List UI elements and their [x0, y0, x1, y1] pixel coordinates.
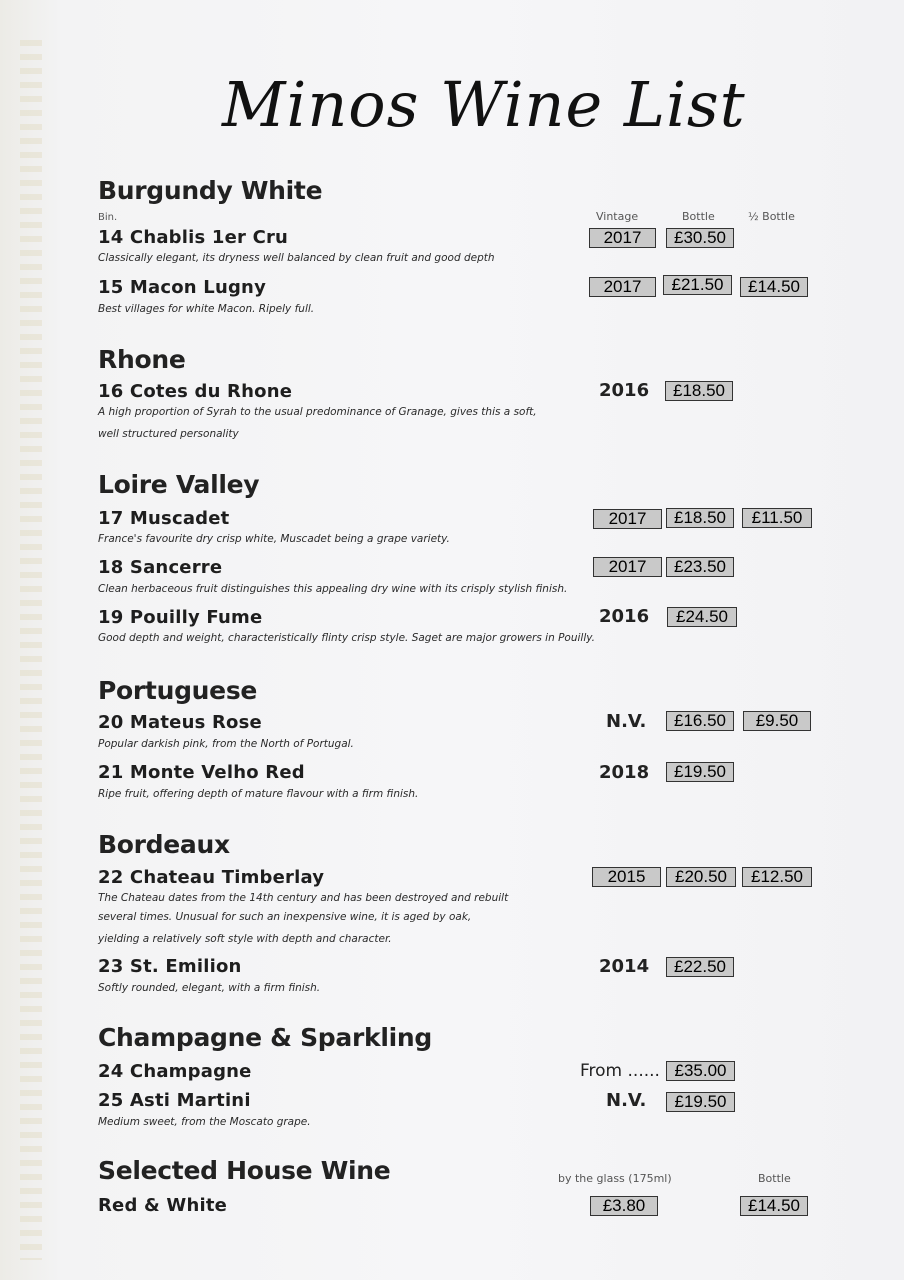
wine-description: several times. Unusual for such an inexpensive wine, it is aged by oak,: [98, 911, 472, 923]
bottle-price-box: £19.50: [666, 1092, 735, 1112]
wine-name: 20 Mateus Rose: [98, 712, 262, 733]
wine-description: Classically elegant, its dryness well balanced by clean fruit and good depth: [98, 252, 495, 264]
bottle-header: Bottle: [682, 210, 715, 223]
section-rhone: Rhone: [98, 345, 186, 374]
wine-name: 24 Champagne: [98, 1061, 252, 1082]
bottle-price-box: £19.50: [666, 762, 734, 782]
wine-description: A high proportion of Syrah to the usual predominance of Granage, gives this a soft,: [98, 406, 537, 418]
vintage-text: 2016: [599, 380, 650, 401]
wine-name: 21 Monte Velho Red: [98, 762, 305, 783]
wine-description: yielding a relatively soft style with depth and character.: [98, 933, 392, 945]
bottle-price-box: £30.50: [666, 228, 734, 248]
vintage-box: 2017: [593, 509, 662, 529]
section-burgundy-white: Burgundy White: [98, 176, 323, 205]
vintage-header: Vintage: [596, 210, 639, 223]
half-bottle-price-box: £14.50: [740, 277, 808, 297]
wine-name: 14 Chablis 1er Cru: [98, 227, 289, 248]
half-bottle-price-box: £12.50: [742, 867, 812, 887]
glass-price-box: £3.80: [590, 1196, 658, 1216]
wine-name: 18 Sancerre: [98, 557, 223, 578]
bottle-price-box: £22.50: [666, 957, 734, 977]
wine-description: well structured personality: [98, 428, 239, 440]
vintage-box: 2015: [592, 867, 661, 887]
bottle-price-box: £35.00: [666, 1061, 735, 1081]
section-selected-house-wine: Selected House Wine: [98, 1156, 391, 1185]
wine-name: 16 Cotes du Rhone: [98, 381, 293, 402]
house-bottle-price-box: £14.50: [740, 1196, 808, 1216]
wine-name: 17 Muscadet: [98, 508, 230, 529]
menu-title: Minos Wine List: [222, 68, 746, 141]
bottle-price-box: £21.50: [663, 275, 732, 295]
section-champagne-sparkling: Champagne & Sparkling: [98, 1023, 432, 1052]
wine-name: 25 Asti Martini: [98, 1090, 251, 1111]
bottle-price-box: £23.50: [666, 557, 734, 577]
bottle-price-box: £18.50: [665, 381, 733, 401]
bottle-price-box: £16.50: [666, 711, 734, 731]
bottle-price-box: £18.50: [666, 508, 734, 528]
wine-description: Popular darkish pink, from the North of Portugal.: [98, 738, 354, 750]
section-bordeaux: Bordeaux: [98, 830, 230, 859]
half-bottle-price-box: £11.50: [742, 508, 812, 528]
wine-description: Ripe fruit, offering depth of mature flavour with a firm finish.: [98, 788, 419, 800]
wine-description: Medium sweet, from the Moscato grape.: [98, 1116, 311, 1128]
wine-description: France's favourite dry crisp white, Muscadet being a grape variety.: [98, 533, 450, 545]
vintage-text: 2016: [599, 606, 650, 627]
vintage-box: 2017: [593, 557, 662, 577]
vintage-text: N.V.: [606, 711, 647, 732]
house-wine-name: Red & White: [98, 1195, 228, 1216]
wine-description: Best villages for white Macon. Ripely full.: [98, 303, 315, 315]
wine-description: Good depth and weight, characteristically flinty crisp style. Saget are major growers in Pouilly.: [98, 632, 595, 644]
half-bottle-price-box: £9.50: [743, 711, 811, 731]
section-loire-valley: Loire Valley: [98, 470, 260, 499]
vintage-text: N.V.: [606, 1090, 647, 1111]
vintage-text: 2014: [599, 956, 650, 977]
house-bottle-header: Bottle: [758, 1172, 791, 1185]
glass-header: by the glass (175ml): [558, 1172, 672, 1185]
vintage-text: From ......: [580, 1061, 660, 1081]
wine-name: 23 St. Emilion: [98, 956, 242, 977]
vintage-box: 2017: [589, 277, 656, 297]
wine-description: Softly rounded, elegant, with a firm finish.: [98, 982, 321, 994]
wine-name: 19 Pouilly Fume: [98, 607, 263, 628]
wine-description: Clean herbaceous fruit distinguishes this appealing dry wine with its crisply stylish finish.: [98, 583, 568, 595]
section-portuguese: Portuguese: [98, 676, 258, 705]
wine-name: 22 Chateau Timberlay: [98, 867, 325, 888]
bottle-price-box: £20.50: [666, 867, 736, 887]
bin-header: Bin.: [98, 212, 118, 223]
half-bottle-header: ½ Bottle: [748, 210, 795, 223]
vintage-text: 2018: [599, 762, 650, 783]
vintage-box: 2017: [589, 228, 656, 248]
wine-description: The Chateau dates from the 14th century and has been destroyed and rebuilt: [98, 892, 509, 904]
bottle-price-box: £24.50: [667, 607, 737, 627]
wine-name: 15 Macon Lugny: [98, 277, 267, 298]
page-binding-edge: [20, 40, 42, 1260]
